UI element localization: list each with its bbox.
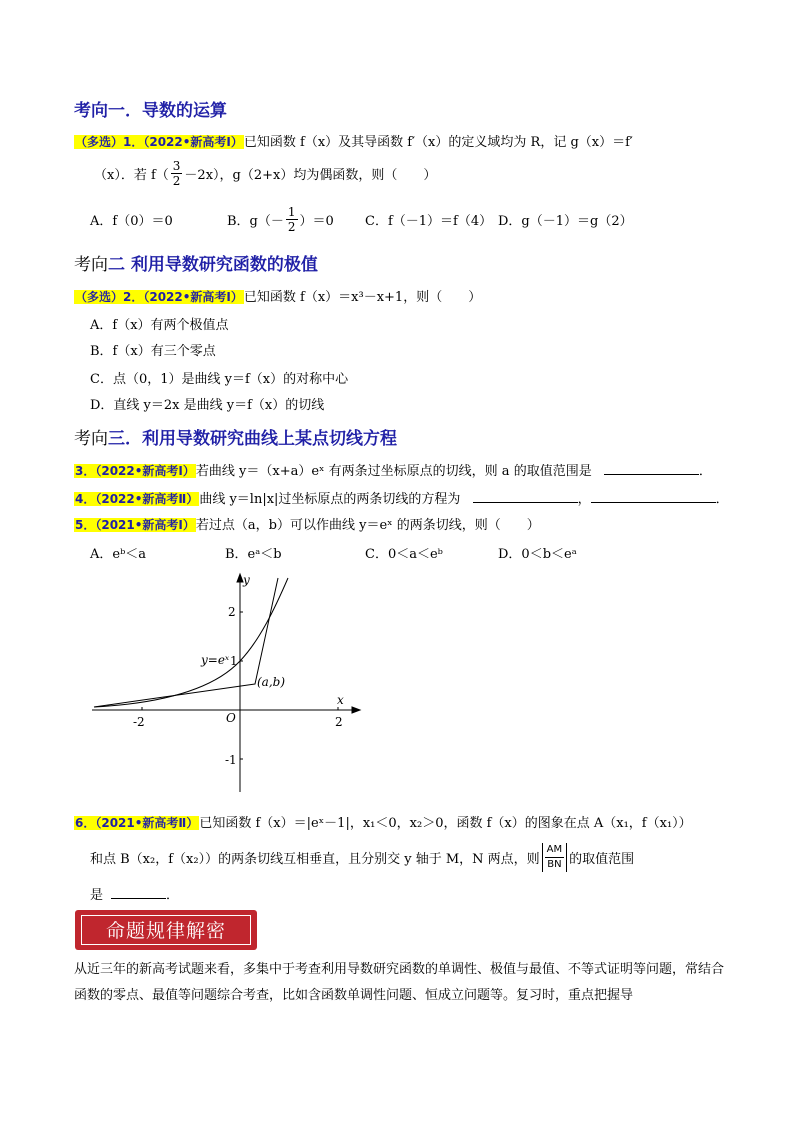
question-1-stem-line-1: 已知函数 f（x）及其导函数 f′（x）的定义域均为 R，记 g（x）＝f′: [243, 135, 633, 150]
x-axis-label: x: [337, 693, 344, 707]
question-1-option-c: C．f（－1）＝f（4）: [365, 214, 493, 229]
tangent-lines: [94, 578, 278, 707]
question-5-option-b: B．eᵃ＜b: [225, 547, 282, 562]
question-1-option-a: A．f（0）＝0: [90, 214, 173, 229]
section-3-heading-title: 三．利用导数研究曲线上某点切线方程: [108, 429, 397, 449]
question-2-stem-text: 已知函数 f（x）＝x³－x+1，则（ ）: [243, 290, 482, 305]
section-3-heading-prefix: 考向: [74, 429, 108, 449]
banner: [75, 910, 257, 950]
question-5-option-a: A．eᵇ＜a: [90, 547, 147, 562]
section-2-heading-prefix: 考向: [74, 255, 108, 275]
tick-label-y-2: 2: [228, 605, 236, 619]
question-2-option-c: C．点（0，1）是曲线 y＝f（x）的对称中心: [90, 372, 349, 387]
answer-blank[interactable]: [604, 462, 699, 475]
question-1-line-1: [74, 131, 633, 150]
question-1-options: [90, 205, 633, 234]
question-5-options: [90, 543, 577, 562]
section-2-heading: [74, 250, 318, 275]
question-3-tag: 3．（2022•新高考Ⅰ）: [75, 464, 195, 478]
question-1-option-d: D．g（－1）＝g（2）: [498, 214, 633, 229]
fraction-denominator: 2: [172, 174, 181, 188]
question-6-line-2: [90, 843, 634, 872]
question-6-stem-line-1: 已知函数 f（x）＝|eˣ－1|，x₁＜0，x₂＞0，函数 f（x）的图象在点 A（x₁，f（x₁））: [199, 816, 692, 831]
question-6-tag: 6．（2021•新高考Ⅱ）: [75, 816, 199, 830]
question-1-option-b: [227, 205, 365, 234]
question-2-option-b: B．f（x）有三个零点: [90, 344, 216, 359]
section-2-heading-title: 二 利用导数研究函数的极值: [108, 255, 318, 275]
question-6-stem-line-3: 是: [90, 888, 104, 903]
y-axis-label: y: [243, 573, 250, 587]
question-4-separator: ，: [577, 492, 591, 507]
question-6-stem-line-2a: 和点 B（x₂，f（x₂））的两条切线互相垂直，且分别交 y 轴于 M，N 两点，则: [90, 852, 540, 867]
question-4-stem: 曲线 y＝ln|x|过坐标原点的两条切线的方程为: [199, 492, 461, 507]
question-1-stem-line-2b: －2x），g（2+x）均为偶函数，则（ ）: [184, 168, 437, 183]
section-3-heading: [74, 424, 397, 449]
question-5-tag: 5．（2021•新高考Ⅰ）: [75, 518, 195, 532]
curve-label: y=eˣ: [201, 653, 230, 667]
section-1-heading: 考向一．导数的运算: [74, 101, 227, 121]
banner-title: 命题规律解密: [105, 920, 226, 942]
summary-paragraph: 从近三年的新高考试题来看，多集中于考查利用导数研究函数的单调性、极值与最值、不等式证明等问题，常结合函数的零点、最值等问题综合考查，比如含函数单调性问题、恒成立问题等。复习时，重点把握导: [74, 962, 725, 1003]
question-3-end: ．: [698, 464, 712, 479]
question-5-option-c: C．0＜a＜eᵇ: [365, 547, 443, 562]
x-axis-arrow: [352, 707, 360, 713]
question-3: [74, 460, 712, 479]
option-b-prefix: B．g（－: [227, 214, 284, 229]
tick-label-y-1: 1: [230, 654, 238, 668]
question-2-option-d: D．直线 y＝2x 是曲线 y＝f（x）的切线: [90, 398, 325, 413]
question-2-tag: （多选）2．（2022•新高考Ⅰ）: [75, 290, 243, 304]
option-b-suffix: ）＝0: [299, 214, 334, 229]
origin-label: O: [226, 711, 236, 725]
answer-blank-1[interactable]: [473, 490, 578, 503]
fraction-denominator: BN: [547, 859, 562, 870]
fraction-numerator: 1: [287, 205, 296, 219]
question-5: [74, 514, 540, 533]
question-1-tag: （多选）1．（2022•新高考Ⅰ）: [75, 135, 243, 149]
question-2-option-a: A．f（x）有两个极值点: [90, 318, 229, 333]
question-4: [74, 488, 729, 507]
question-6-end: ．: [166, 888, 180, 903]
answer-blank[interactable]: [111, 886, 166, 899]
question-6-stem-line-2b: 的取值范围: [569, 852, 635, 867]
tangent-line-graph: [80, 568, 370, 798]
question-6-fraction: [545, 843, 564, 872]
tick-label-y-neg1: -1: [225, 753, 237, 767]
question-6-abs-fraction: [542, 843, 567, 872]
tick-label-x-neg2: -2: [133, 715, 145, 729]
question-1-stem-line-2a: （x）．若 f（: [94, 168, 169, 183]
question-4-tag: 4．（2022•新高考Ⅱ）: [75, 492, 199, 506]
question-1-fraction: [171, 159, 183, 188]
point-label: (a,b): [257, 675, 286, 689]
question-5-option-d: D．0＜b＜eᵃ: [498, 547, 577, 562]
tick-label-x-2: 2: [335, 715, 343, 729]
question-6-line-1: [74, 812, 692, 831]
question-4-end: ．: [715, 492, 729, 507]
fraction-numerator: 3: [172, 159, 181, 173]
question-2-stem: [74, 286, 481, 305]
option-b-fraction: [286, 205, 298, 234]
fraction-numerator: AM: [545, 843, 564, 858]
answer-blank-2[interactable]: [591, 490, 716, 503]
question-1-line-2: [94, 159, 436, 188]
fraction-denominator: 2: [287, 220, 296, 234]
question-6-line-3: [90, 884, 179, 903]
question-5-stem: 若过点（a，b）可以作曲线 y＝eˣ 的两条切线，则（ ）: [195, 518, 540, 533]
question-3-stem: 若曲线 y＝（x+a）eˣ 有两条过坐标原点的切线，则 a 的取值范围是: [195, 464, 592, 479]
